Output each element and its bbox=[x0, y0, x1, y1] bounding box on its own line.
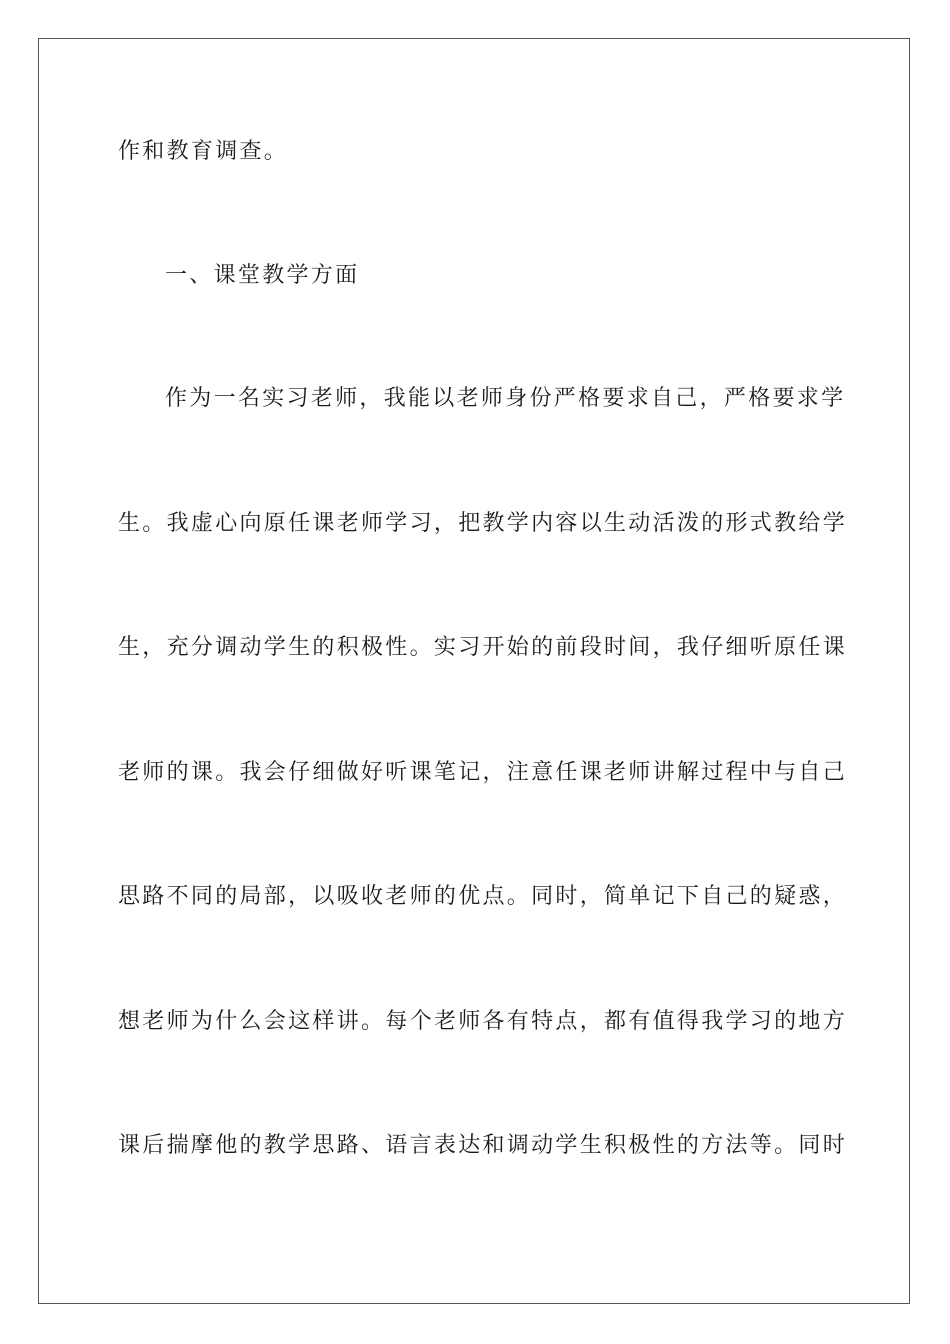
paragraph-line: 老师的课。我会仔细做好听课笔记，注意任课老师讲解过程中与自己 bbox=[118, 760, 848, 785]
paragraph-line: 生，充分调动学生的积极性。实习开始的前段时间，我仔细听原任课 bbox=[118, 635, 848, 660]
paragraph-line: 课后揣摩他的教学思路、语言表达和调动学生积极性的方法等。同时 bbox=[118, 1133, 848, 1158]
paragraph-line: 思路不同的局部，以吸收老师的优点。同时，简单记下自己的疑惑， bbox=[118, 884, 848, 909]
paragraph-line: 生。我虚心向原任课老师学习，把教学内容以生动活泼的形式教给学 bbox=[118, 511, 848, 536]
page-border bbox=[38, 38, 910, 1304]
paragraph-line: 想老师为什么会这样讲。每个老师各有特点，都有值得我学习的地方 bbox=[118, 1009, 848, 1034]
section-heading: 一、课堂教学方面 bbox=[165, 263, 360, 288]
paragraph-line: 作和教育调查。 bbox=[118, 139, 289, 164]
paragraph-line: 作为一名实习老师，我能以老师身份严格要求自己，严格要求学 bbox=[165, 386, 846, 411]
